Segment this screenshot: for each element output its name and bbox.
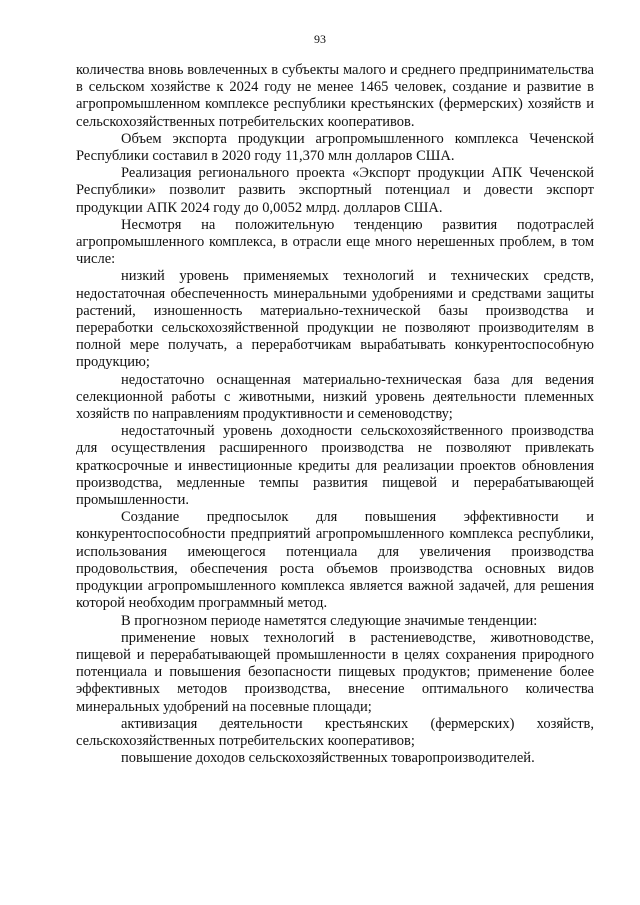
paragraph: применение новых технологий в растениеводстве, животноводстве, пищевой и перерабатывающей промышленности в целях сохранения природного потенциала и повышения безопасности пищевых продуктов; применение более эффективных методов производства, внесение оптимального количества минеральных удобрений на посевные площади;: [76, 629, 594, 715]
paragraph: недостаточно оснащенная материально-техническая база для ведения селекционной работы с животными, низкий уровень деятельности племенных хозяйств по направлениям продуктивности и семеноводству;: [76, 371, 594, 423]
page-number: 93: [314, 32, 326, 46]
paragraph: В прогнозном периоде наметятся следующие значимые тенденции:: [121, 612, 538, 629]
paragraph: Реализация регионального проекта «Экспорт продукции АПК Чеченской Республики» позволит развить экспортный потенциал и довести экспорт продукции АПК 2024 году до 0,0052 млрд. долларов США.: [76, 165, 594, 216]
body-text: [76, 62, 594, 767]
paragraph: повышение доходов сельскохозяйственных товаропроизводителей.: [121, 750, 535, 767]
paragraph: количества вновь вовлеченных в субъекты малого и среднего предпринимательства в сельском хозяйстве к 2024 году не менее 1465 человек, создание и развитие в агропромышленном комплексе республики крестьянских (фермерских) хозяйств и сельскохозяйственных потребительских кооперативов.: [76, 62, 594, 130]
paragraph: Несмотря на положительную тенденцию развития подотраслей агропромышленного комплекса, в отрасли еще много нерешенных проблем, в том числе:: [76, 216, 594, 268]
paragraph: Объем экспорта продукции агропромышленного комплекса Чеченской Республики составил в 2020 году 11,370 млн долларов США.: [76, 130, 594, 165]
paragraph: Создание предпосылок для повышения эффективности и конкурентоспособности предприятий агропромышленного комплекса республики, использования имеющегося потенциала для увеличения производства продовольствия, обеспечения роста объемов производства основных видов продукции агропромышленного комплекса является важной задачей, для решения которой необходим программный метод.: [76, 509, 594, 612]
paragraph: активизация деятельности крестьянских (фермерских) хозяйств, сельскохозяйственных потребительских кооперативов;: [76, 715, 594, 749]
paragraph: недостаточный уровень доходности сельскохозяйственного производства для осуществления расширенного производства не позволяют привлекать краткосрочные и инвестиционные кредиты для реализации проектов обновления производства, медленные темпы развития пищевой и перерабатывающей промышленности.: [76, 423, 594, 509]
paragraph: низкий уровень применяемых технологий и технических средств, недостаточная обеспеченность минеральными удобрениями и средствами защиты растений, изношенность материально-технической базы производства и переработки сельскохозяйственной продукции не позволяют производителям в полной мере получать, а переработчикам вырабатывать конкурентоспособную продукцию;: [76, 268, 594, 371]
